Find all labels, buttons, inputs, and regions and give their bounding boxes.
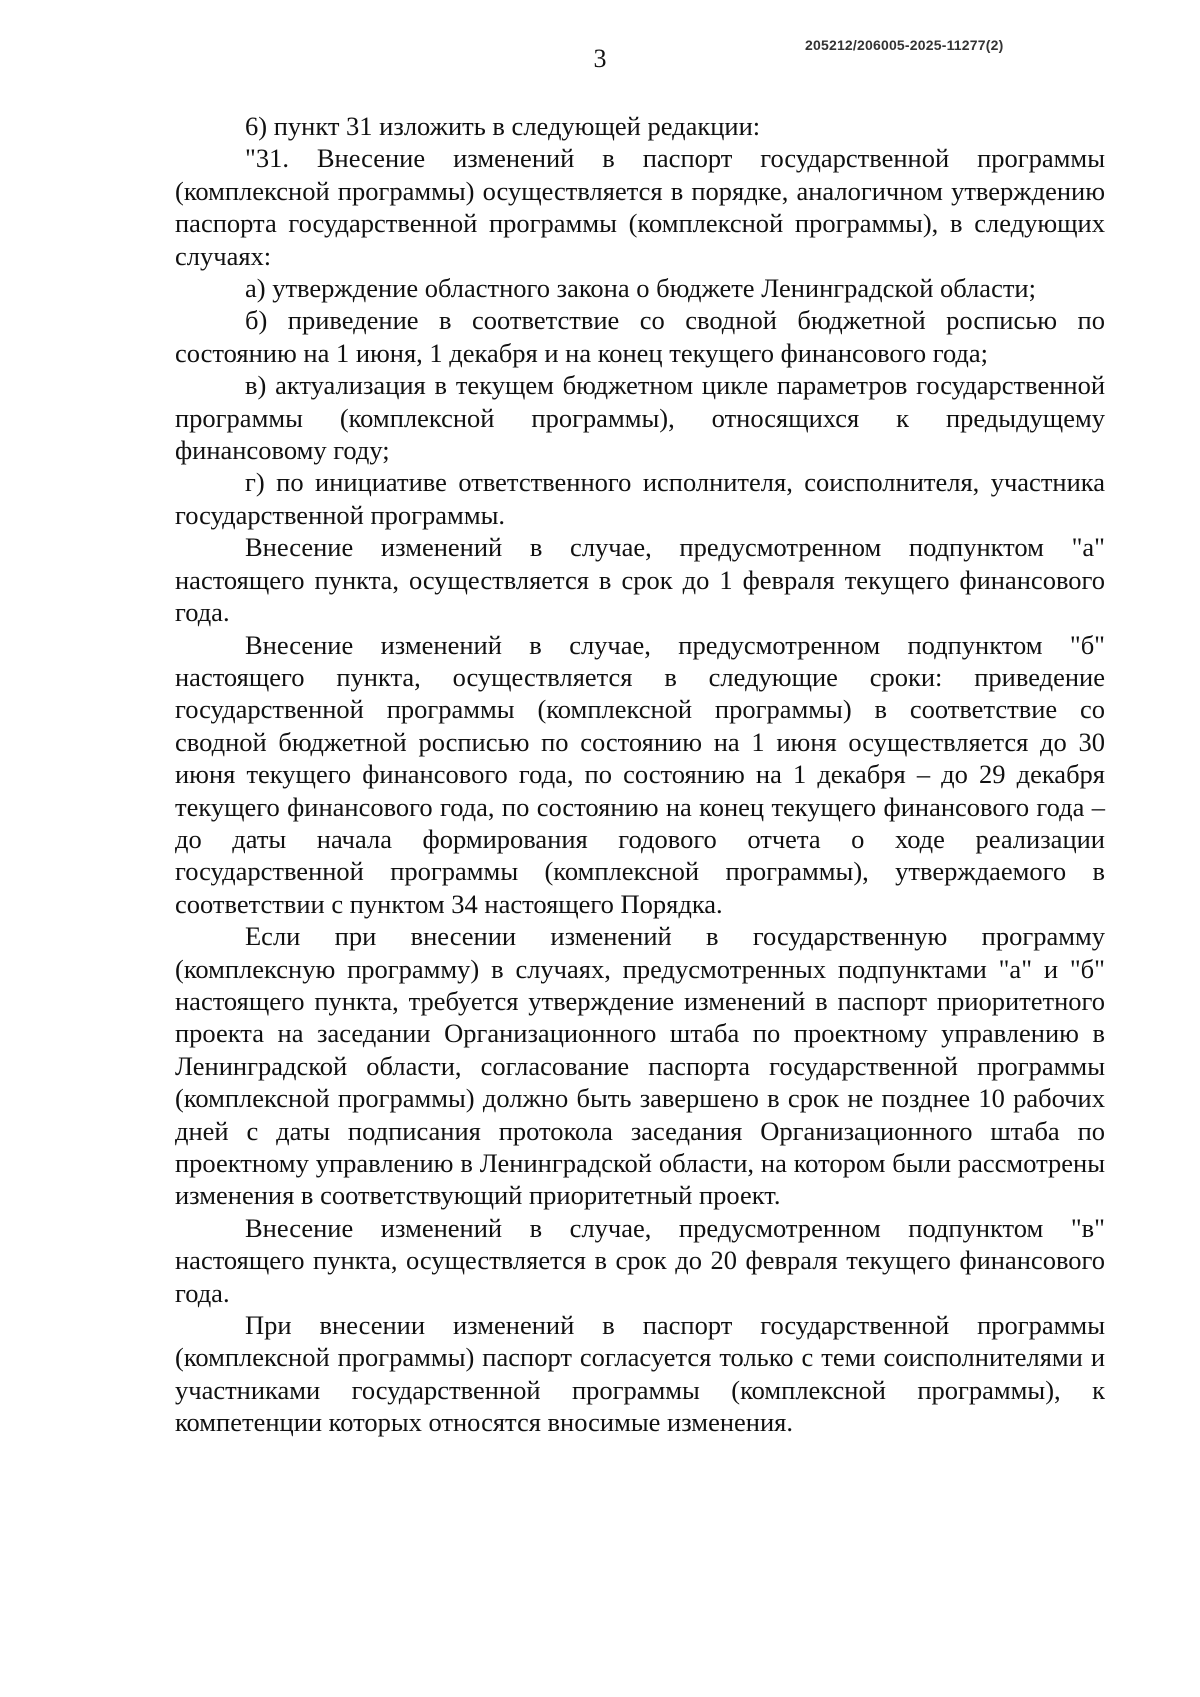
paragraph-deadline-a: Внесение изменений в случае, предусмотренном подпунктом "а" настоящего пункта, осуществляется в срок до 1 февраля текущего финансового года. bbox=[175, 532, 1105, 628]
paragraph-deadline-v: Внесение изменений в случае, предусмотренном подпунктом "в" настоящего пункта, осуществляется в срок до 20 февраля текущего финансового года. bbox=[175, 1212, 1105, 1308]
paragraph-deadline-b: Внесение изменений в случае, предусмотренном подпунктом "б" настоящего пункта, осуществляется в следующие сроки: приведение государственной программы (комплексной программы) в соответствие со сводной бюджетной росписью по состоянию на 1 июня осуществляется до 30 июня текущего финансового года, по состоянию на 1 декабря – до 29 декабря текущего финансового года, по состоянию на конец текущего финансового года – до даты начала формирования годового отчета о ходе реализации государственной программы (комплексной программы), утверждаемого в соответствии с пунктом 34 настоящего Порядка. bbox=[175, 629, 1105, 919]
paragraph-approval: При внесении изменений в паспорт государственной программы (комплексной программы) паспорт согласуется только с теми соисполнителями и участниками государственной программы (комплексной программы), к компетенции которых относятся вносимые изменения. bbox=[175, 1310, 1105, 1438]
document-reference-number: 205212/206005-2025-11277(2) bbox=[805, 37, 1004, 53]
paragraph-subitem-g: г) по инициативе ответственного исполнителя, соисполнителя, участника государственной программы. bbox=[175, 467, 1105, 530]
document-body bbox=[175, 110, 1105, 1439]
paragraph-subitem-b: б) приведение в соответствие со сводной бюджетной росписью по состоянию на 1 июня, 1 декабря и на конец текущего финансового года; bbox=[175, 305, 1105, 368]
paragraph-subitem-a: а) утверждение областного закона о бюджете Ленинградской области; bbox=[245, 273, 1036, 304]
paragraph-subitem-v: в) актуализация в текущем бюджетном цикле параметров государственной программы (комплексной программы), относящихся к предыдущему финансовому году; bbox=[175, 370, 1105, 466]
paragraph-priority-project: Если при внесении изменений в государственную программу (комплексную программу) в случаях, предусмотренных подпунктами "а" и "б" настоящего пункта, требуется утверждение изменений в паспорт приоритетного проекта на заседании Организационного штаба по проектному управлению в Ленинградской области, согласование паспорта государственной программы (комплексной программы) должно быть завершено в срок не позднее 10 рабочих дней с даты подписания протокола заседания Организационного штаба по проектному управлению в Ленинградской области, на котором были рассмотрены изменения в соответствующий приоритетный проект. bbox=[175, 921, 1105, 1211]
page-number: 3 bbox=[593, 44, 607, 73]
paragraph-clause-31-intro: "31. Внесение изменений в паспорт государственной программы (комплексной программы) осуществляется в порядке, аналогичном утверждению паспорта государственной программы (комплексной программы), в следующих случаях: bbox=[175, 143, 1105, 271]
paragraph-item-6: 6) пункт 31 изложить в следующей редакции: bbox=[245, 111, 761, 141]
